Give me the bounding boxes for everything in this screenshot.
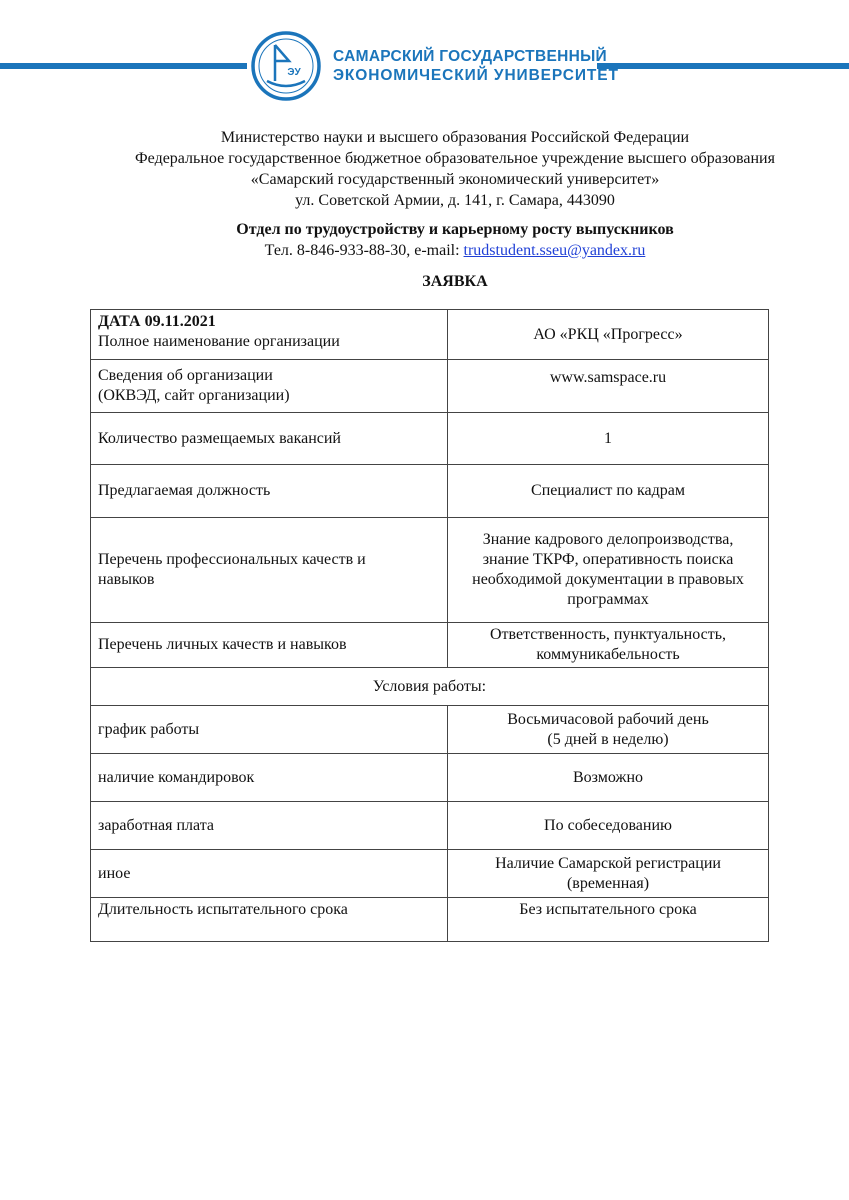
prof-skills-value-line: Знание кадрового делопроизводства, <box>482 531 734 548</box>
table-row <box>91 802 769 850</box>
vacancies-value: 1 <box>448 413 769 465</box>
probation-label: Длительность испытательного срока <box>91 898 448 942</box>
table-row <box>91 623 769 668</box>
personal-skills-value-line: коммуникабельность <box>536 646 680 663</box>
position-label: Предлагаемая должность <box>91 465 448 518</box>
vacancies-label: Количество размещаемых вакансий <box>91 413 448 465</box>
other-value-line: Наличие Самарской регистрации <box>495 854 721 872</box>
conditions-header: Условия работы: <box>91 668 769 706</box>
table-row <box>91 668 769 706</box>
header-band-left <box>0 63 247 69</box>
document-title: ЗАЯВКА <box>422 273 488 290</box>
department-name: Отдел по трудоустройству и карьерному росту выпускников <box>236 221 674 238</box>
logo-text-line1: САМАРСКИЙ ГОСУДАРСТВЕННЫЙ <box>333 48 607 65</box>
org-info-label-cell <box>91 360 448 413</box>
other-label: иное <box>91 850 448 898</box>
address-line: ул. Советской Армии, д. 141, г. Самара, 443090 <box>295 192 615 209</box>
salary-label: заработная плата <box>91 802 448 850</box>
table-row <box>91 754 769 802</box>
ministry-block <box>60 127 849 211</box>
table-row <box>91 850 769 898</box>
university-name-line: «Самарский государственный экономический университет» <box>250 171 660 188</box>
prof-skills-label-cell <box>91 518 448 623</box>
table-row <box>91 465 769 518</box>
prof-skills-value-line: программах <box>567 591 649 608</box>
schedule-value-line: Восьмичасовой рабочий день <box>507 710 709 728</box>
personal-skills-value-cell <box>448 623 769 668</box>
email-link[interactable]: trudstudent.sseu@yandex.ru <box>463 242 646 259</box>
prof-skills-label-line: навыков <box>98 571 155 588</box>
schedule-value-cell <box>448 706 769 754</box>
table-row <box>91 518 769 623</box>
prof-skills-value-line: знание ТКРФ, оперативность поиска <box>482 551 734 568</box>
org-info-label-line: (ОКВЭД, сайт организации) <box>98 387 290 404</box>
table-row <box>91 310 769 360</box>
schedule-label: график работы <box>91 706 448 754</box>
date-label: ДАТА 09.11.2021 <box>98 313 216 330</box>
probation-value: Без испытательного срока <box>448 898 769 942</box>
org-info-label-line: Сведения об организации <box>98 367 273 384</box>
other-value-line: (временная) <box>566 874 650 892</box>
request-table <box>90 309 769 942</box>
table-row <box>91 413 769 465</box>
header-band-right <box>597 63 849 69</box>
logo-text-line2: ЭКОНОМИЧЕСКИЙ УНИВЕРСИТЕТ <box>333 67 619 84</box>
institution-type-line: Федеральное государственное бюджетное образовательное учреждение высшего образования <box>135 150 775 167</box>
prof-skills-value-line: необходимой документации в правовых <box>472 571 744 588</box>
salary-value: По собеседованию <box>448 802 769 850</box>
org-name-value: АО «РКЦ «Прогресс» <box>448 310 769 360</box>
personal-skills-label: Перечень личных качеств и навыков <box>91 623 448 668</box>
department-block <box>60 219 849 261</box>
org-name-label: Полное наименование организации <box>98 333 340 350</box>
table-row <box>91 706 769 754</box>
svg-text:ЭУ: ЭУ <box>287 67 301 78</box>
position-value: Специалист по кадрам <box>448 465 769 518</box>
prof-skills-value-cell <box>448 518 769 623</box>
phone-text: Тел. 8-846-933-88-30, e-mail: <box>264 242 464 259</box>
table-row <box>91 360 769 413</box>
other-value-cell <box>448 850 769 898</box>
org-info-value: www.samspace.ru <box>448 360 769 413</box>
prof-skills-label-line: Перечень профессиональных качеств и <box>98 551 366 568</box>
department-contacts <box>60 240 849 261</box>
university-logo-text <box>333 47 619 85</box>
ministry-line: Министерство науки и высшего образования Российской Федерации <box>220 129 690 146</box>
schedule-value-line: (5 дней в неделю) <box>547 730 669 748</box>
table-row <box>91 898 769 942</box>
trips-label: наличие командировок <box>91 754 448 802</box>
org-name-label-cell <box>91 310 448 360</box>
personal-skills-value-line: Ответственность, пунктуальность, <box>490 626 726 643</box>
university-logo-icon <box>251 31 321 101</box>
trips-value: Возможно <box>448 754 769 802</box>
